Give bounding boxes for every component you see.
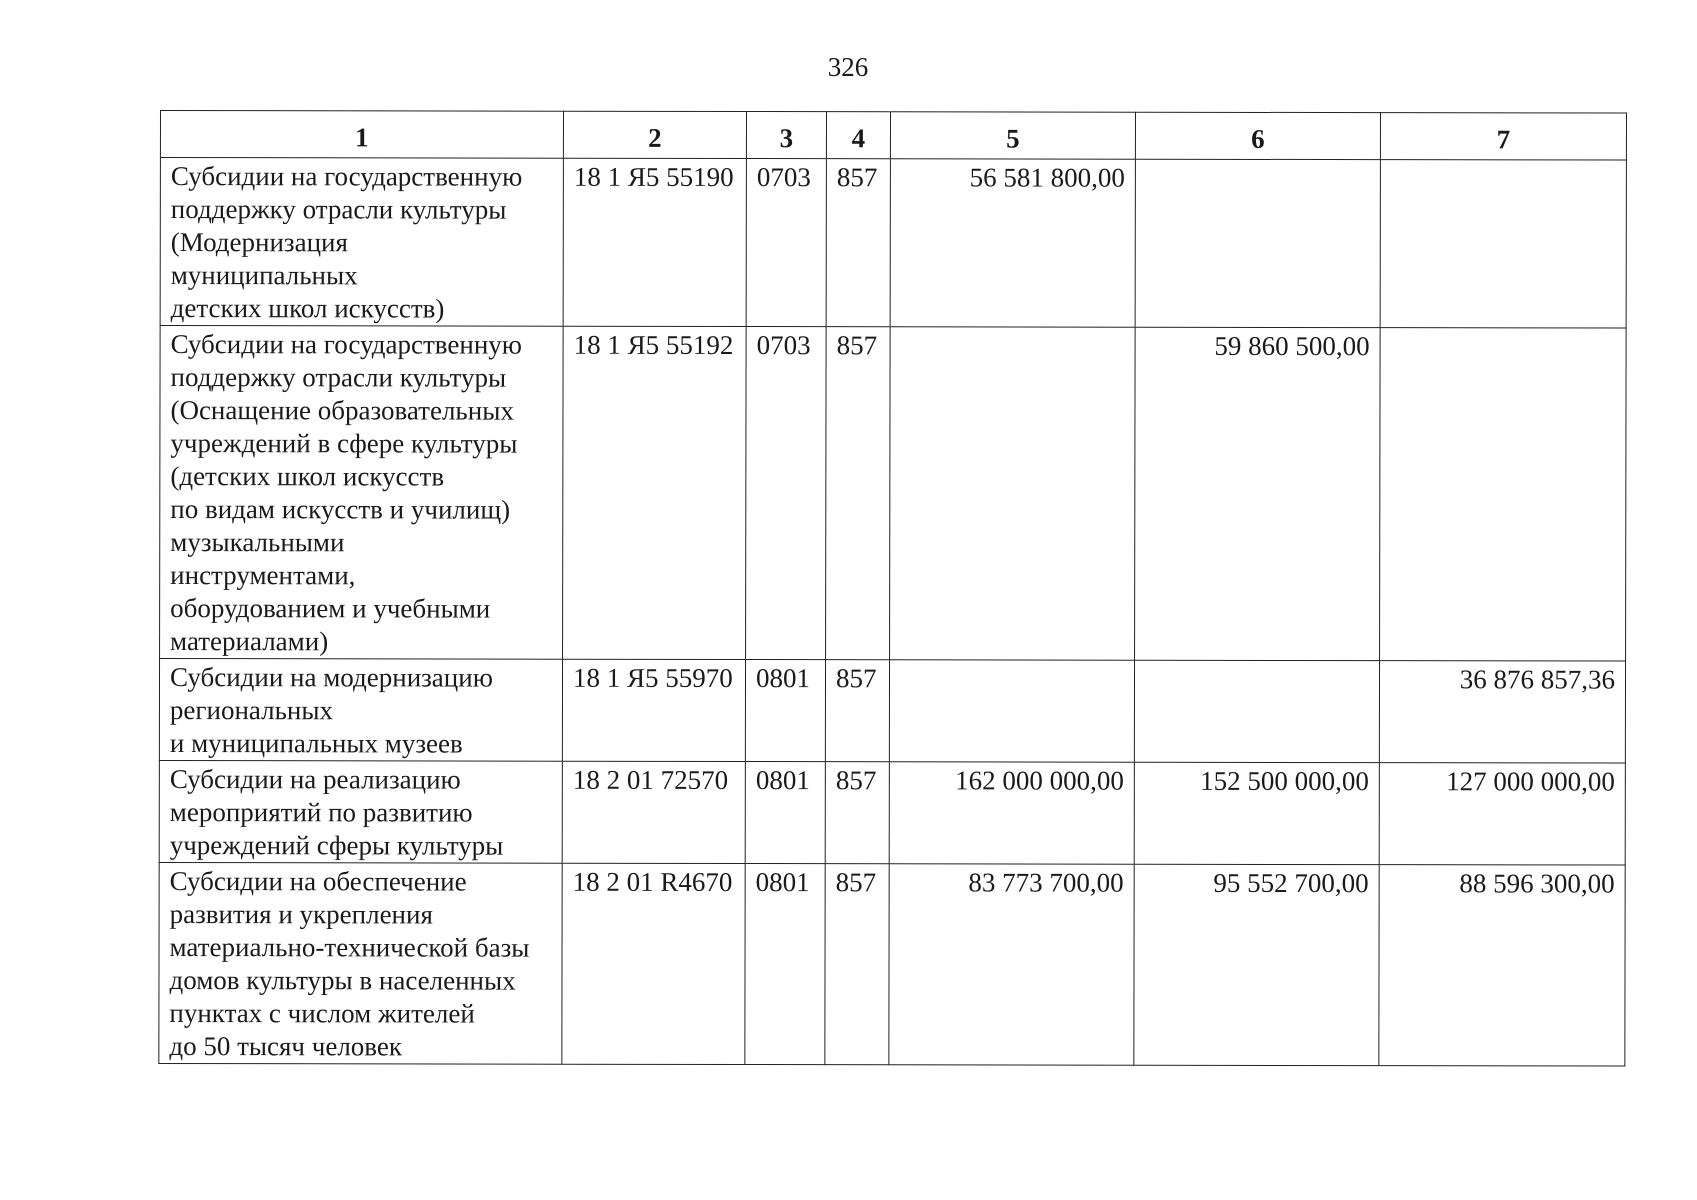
row-description: [160, 158, 563, 327]
description-line: развития и укрепления: [169, 899, 433, 930]
expense-type-code: 857: [826, 327, 891, 660]
expense-type-code: 857: [825, 864, 889, 1065]
description-line: (детских школ искусств: [170, 461, 445, 492]
amount-col-6: 59 860 500,00: [1135, 327, 1381, 660]
table-row: [160, 158, 1626, 329]
header-row: [160, 111, 1626, 161]
amount-col-6: 95 552 700,00: [1134, 864, 1379, 1065]
section-code: 0801: [745, 660, 825, 762]
expense-type-code: 857: [826, 159, 890, 327]
row-description: [160, 326, 564, 660]
amount-col-7: 127 000 000,00: [1379, 763, 1625, 865]
description-line: Субсидии на обеспечение: [169, 866, 467, 897]
description-line: (Модернизация: [170, 227, 348, 258]
table-row: [159, 760, 1625, 865]
description-line: региональных: [169, 695, 334, 726]
expense-type-code: 857: [825, 762, 889, 864]
table-row: [159, 862, 1625, 1066]
description-line: (Оснащение образовательных: [170, 395, 514, 426]
description-line: учреждений сферы культуры: [169, 830, 504, 861]
description-line: и муниципальных музеев: [169, 728, 463, 759]
description-line: Субсидии на государственную: [170, 329, 522, 360]
amount-col-5: [890, 327, 1136, 660]
column-header-4: 4: [826, 112, 890, 159]
amount-col-7: [1380, 328, 1627, 661]
amount-col-6: 152 500 000,00: [1134, 762, 1379, 864]
column-header-7: 7: [1380, 113, 1626, 160]
amount-col-7: 88 596 300,00: [1379, 865, 1625, 1066]
description-line: пунктах с числом жителей: [169, 998, 475, 1029]
amount-col-6: [1135, 159, 1380, 327]
amount-col-7: [1380, 160, 1626, 328]
description-line: по видам искусств и училищ): [170, 494, 511, 525]
target-article-code: 18 1 Я5 55970: [562, 659, 745, 761]
column-header-3: 3: [746, 112, 826, 159]
description-line: поддержку отрасли культуры: [170, 194, 507, 225]
table-row: [160, 326, 1627, 662]
amount-col-7: 36 876 857,36: [1379, 661, 1625, 763]
amount-col-6: [1134, 660, 1379, 762]
target-article-code: 18 2 01 72570: [562, 761, 745, 863]
amount-col-5: 162 000 000,00: [889, 762, 1134, 864]
description-line: Субсидии на реализацию: [169, 764, 461, 795]
description-line: материалами): [170, 626, 329, 657]
description-line: муниципальных: [170, 260, 358, 291]
section-code: 0703: [746, 327, 827, 660]
target-article-code: 18 1 Я5 55190: [563, 158, 746, 326]
column-header-5: 5: [890, 112, 1135, 159]
description-line: детских школ искусств): [170, 293, 445, 324]
description-line: поддержку отрасли культуры: [170, 362, 507, 393]
expense-type-code: 857: [825, 660, 889, 762]
description-line: материально-технической базы: [169, 932, 530, 963]
row-description: [159, 862, 562, 1064]
description-line: мероприятий по развитию: [169, 797, 473, 828]
description-line: Субсидии на государственную: [170, 161, 523, 192]
section-code: 0703: [746, 159, 826, 327]
description-line: учреждений в сфере культуры: [170, 428, 518, 459]
description-line: Субсидии на модернизацию: [169, 662, 493, 693]
page-number: 326: [827, 52, 869, 82]
column-header-2: 2: [563, 111, 746, 158]
section-code: 0801: [745, 864, 825, 1065]
description-line: до 50 тысяч человек: [169, 1031, 403, 1062]
description-line: домов культуры в населенных: [169, 965, 516, 996]
description-line: оборудованием и учебными: [170, 593, 491, 624]
budget-table: [158, 110, 1627, 1067]
table-row: [159, 659, 1625, 764]
amount-col-5: 56 581 800,00: [890, 159, 1135, 327]
description-line: музыкальными: [170, 527, 345, 558]
section-code: 0801: [745, 762, 825, 864]
amount-col-5: 83 773 700,00: [889, 864, 1134, 1065]
row-description: [159, 760, 562, 863]
amount-col-5: [889, 660, 1134, 762]
target-article-code: 18 1 Я5 55192: [563, 326, 747, 659]
description-line: инструментами,: [170, 560, 356, 591]
column-header-1: 1: [160, 111, 563, 159]
target-article-code: 18 2 01 R4670: [562, 863, 745, 1064]
column-header-6: 6: [1135, 112, 1380, 159]
row-description: [159, 659, 562, 762]
